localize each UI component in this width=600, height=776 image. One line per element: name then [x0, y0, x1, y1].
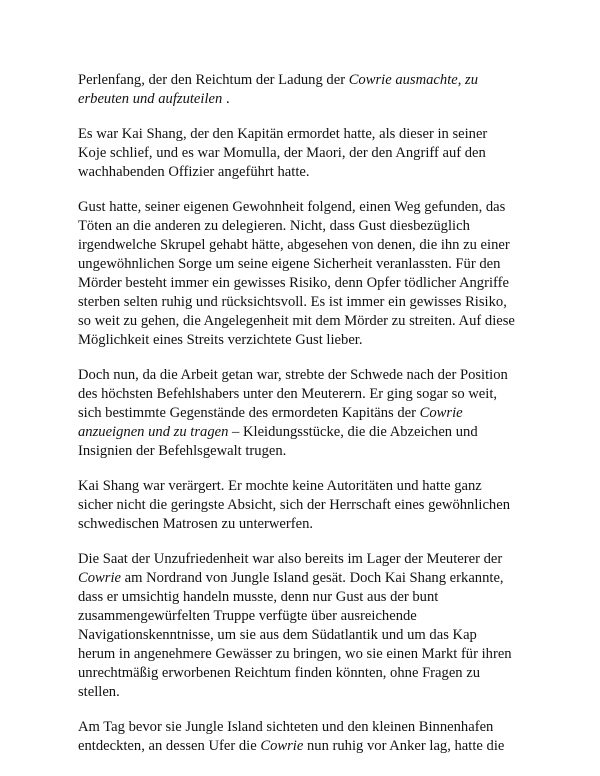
- text-run: Gust hatte, seiner eigenen Gewohnheit folgend, einen Weg gefunden, das Töten an die anderen zu delegieren. Nicht, dass Gust diesbezüglich irgendwelche Skrupel gehabt hätte, abgesehen von denen, die ihn zu einer ungewöhnlichen Sorge um seine eigene Sicherheit veranlassten. Für den Mörder besteht immer ein gewisses Risiko, denn Opfer tödlicher Angriffe sterben selten ruhig und rücksichtsvoll. Es ist immer ein gewisses Risiko, so weit zu gehen, die Angelegenheit mit dem Mörder zu streiten. Auf diese Möglichkeit eines Streits verzichtete Gust lieber.: [78, 199, 515, 348]
- text-run: am Nordrand von Jungle Island gesät. Doch Kai Shang erkannte, dass er umsichtig handeln musste, denn nur Gust aus der bunt zusammengewürfelten Truppe verfügte über ausreichende Navigationskenntnisse, um sie aus dem Südatlantik und um das Kap herum in angenehmere Gewässer zu bringen, wo sie einen Markt für ihren unrechtmäßig erworbenen Reichtum finden könnten, ohne Fragen zu stellen.: [78, 570, 512, 700]
- text-run: Perlenfang, der den Reichtum der Ladung der: [78, 72, 349, 88]
- text-run: Die Saat der Unzufriedenheit war also bereits im Lager der Meuterer der: [78, 551, 503, 567]
- italic-text-run: Cowrie: [260, 738, 304, 754]
- text-run: Am Tag bevor sie Jungle Island sichteten und den kleinen Binnenhafen entdeckten, an dessen Ufer die: [78, 719, 494, 754]
- paragraph-5: [78, 477, 516, 534]
- text-run: Doch nun, da die Arbeit getan war, strebte der Schwede nach der Position des höchsten Befehlshabers unter den Meuterern. Er ging sogar so weit, sich bestimmte Gegenstände des ermordeten Kapitäns der: [78, 367, 508, 421]
- text-run: Es war Kai Shang, der den Kapitän ermordet hatte, als dieser in seiner Koje schlief, und es war Momulla, der Maori, der den Angriff auf den wachhabenden Offizier angeführt hatte.: [78, 126, 488, 180]
- italic-text-run: Cowrie: [78, 570, 121, 586]
- italic-text-run: Cowrie anzueignen und zu tragen: [78, 405, 463, 440]
- text-run: Kai Shang war verärgert. Er mochte keine Autoritäten und hatte ganz sicher nicht die geringste Absicht, sich der Herrschaft eines gewöhnlichen schwedischen Matrosen zu unterwerfen.: [78, 478, 510, 532]
- paragraph-1: [78, 71, 516, 109]
- paragraph-4: [78, 366, 516, 461]
- text-run: .: [222, 91, 230, 107]
- text-run: – Kleidungsstücke, die die Abzeichen und Insignien der Befehlsgewalt trugen.: [78, 424, 478, 459]
- paragraph-6: [78, 550, 516, 702]
- italic-text-run: Cowrie ausmachte, zu erbeuten und aufzuteilen: [78, 72, 479, 107]
- text-run: nun ruhig vor Anker lag, hatte die: [303, 738, 505, 754]
- paragraph-7: [78, 718, 516, 756]
- paragraph-3: [78, 198, 516, 350]
- paragraph-2: [78, 125, 516, 182]
